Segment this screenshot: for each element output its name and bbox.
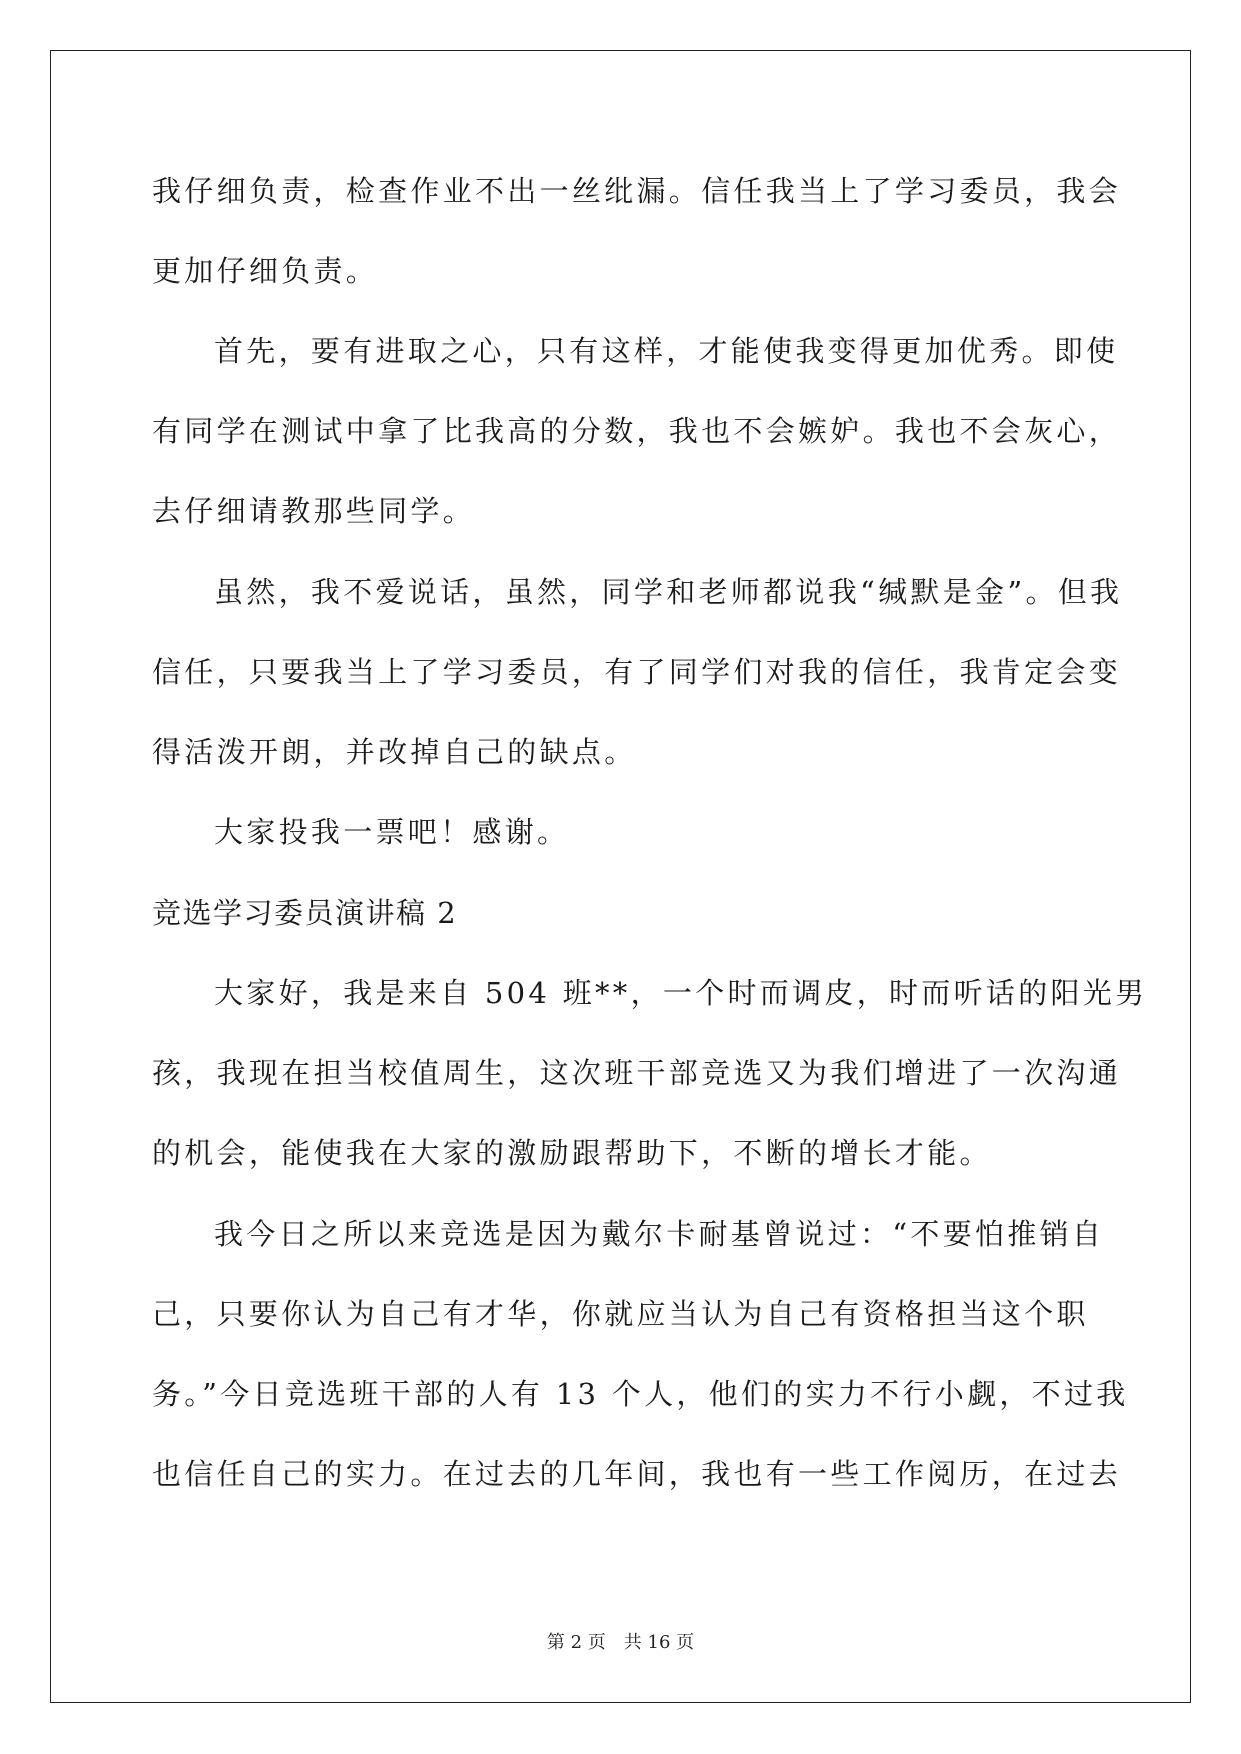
- paragraph-start-line: 首先，要有进取之心，只有这样，才能使我变得更加优秀。即使: [214, 334, 1119, 368]
- page-total: 共 16 页: [623, 1632, 695, 1653]
- text-line-5: 去仔细请教那些同学。: [152, 494, 476, 528]
- paragraph-start-line: 大家投我一票吧！感谢。: [214, 815, 570, 849]
- paragraph-start-line: 大家好，我是来自 504 班**，一个时而调皮，时而听话的阳光男: [214, 976, 1148, 1010]
- text-line-17: 也信任自己的实力。在过去的几年间，我也有一些工作阅历，在过去: [152, 1457, 1122, 1491]
- text-line-2: 更加仔细负责。: [152, 254, 379, 288]
- text-line-16: 务。”今日竞选班干部的人有 13 个人，他们的实力不行小觑，不过我: [152, 1377, 1129, 1411]
- paragraph-start-line: 我今日之所以来竞选是因为戴尔卡耐基曾说过：“不要怕推销自: [214, 1217, 1105, 1251]
- text-line-4: 有同学在测试中拿了比我高的分数，我也不会嫉妒。我也不会灰心，: [152, 414, 1122, 448]
- text-line-1: 我仔细负责，检查作业不出一丝纰漏。信任我当上了学习委员，我会: [152, 174, 1122, 208]
- page-number: 第 2 页: [546, 1632, 606, 1653]
- paragraph-start-line: 虽然，我不爱说话，虽然，同学和老师都说我“缄默是金”。但我: [214, 575, 1123, 609]
- text-line-7: 信任，只要我当上了学习委员，有了同学们对我的信任，我肯定会变: [152, 655, 1122, 689]
- text-line-8: 得活泼开朗，并改掉自己的缺点。: [152, 735, 637, 769]
- text-line-15: 己，只要你认为自己有才华，你就应当认为自己有资格担当这个职: [152, 1297, 1089, 1331]
- page-footer: [0, 1628, 1241, 1654]
- section-heading: 竞选学习委员演讲稿 2: [152, 896, 458, 930]
- text-line-12: 孩，我现在担当校值周生，这次班干部竞选又为我们增进了一次沟通: [152, 1056, 1122, 1090]
- text-line-13: 的机会，能使我在大家的激励跟帮助下，不断的增长才能。: [152, 1136, 992, 1170]
